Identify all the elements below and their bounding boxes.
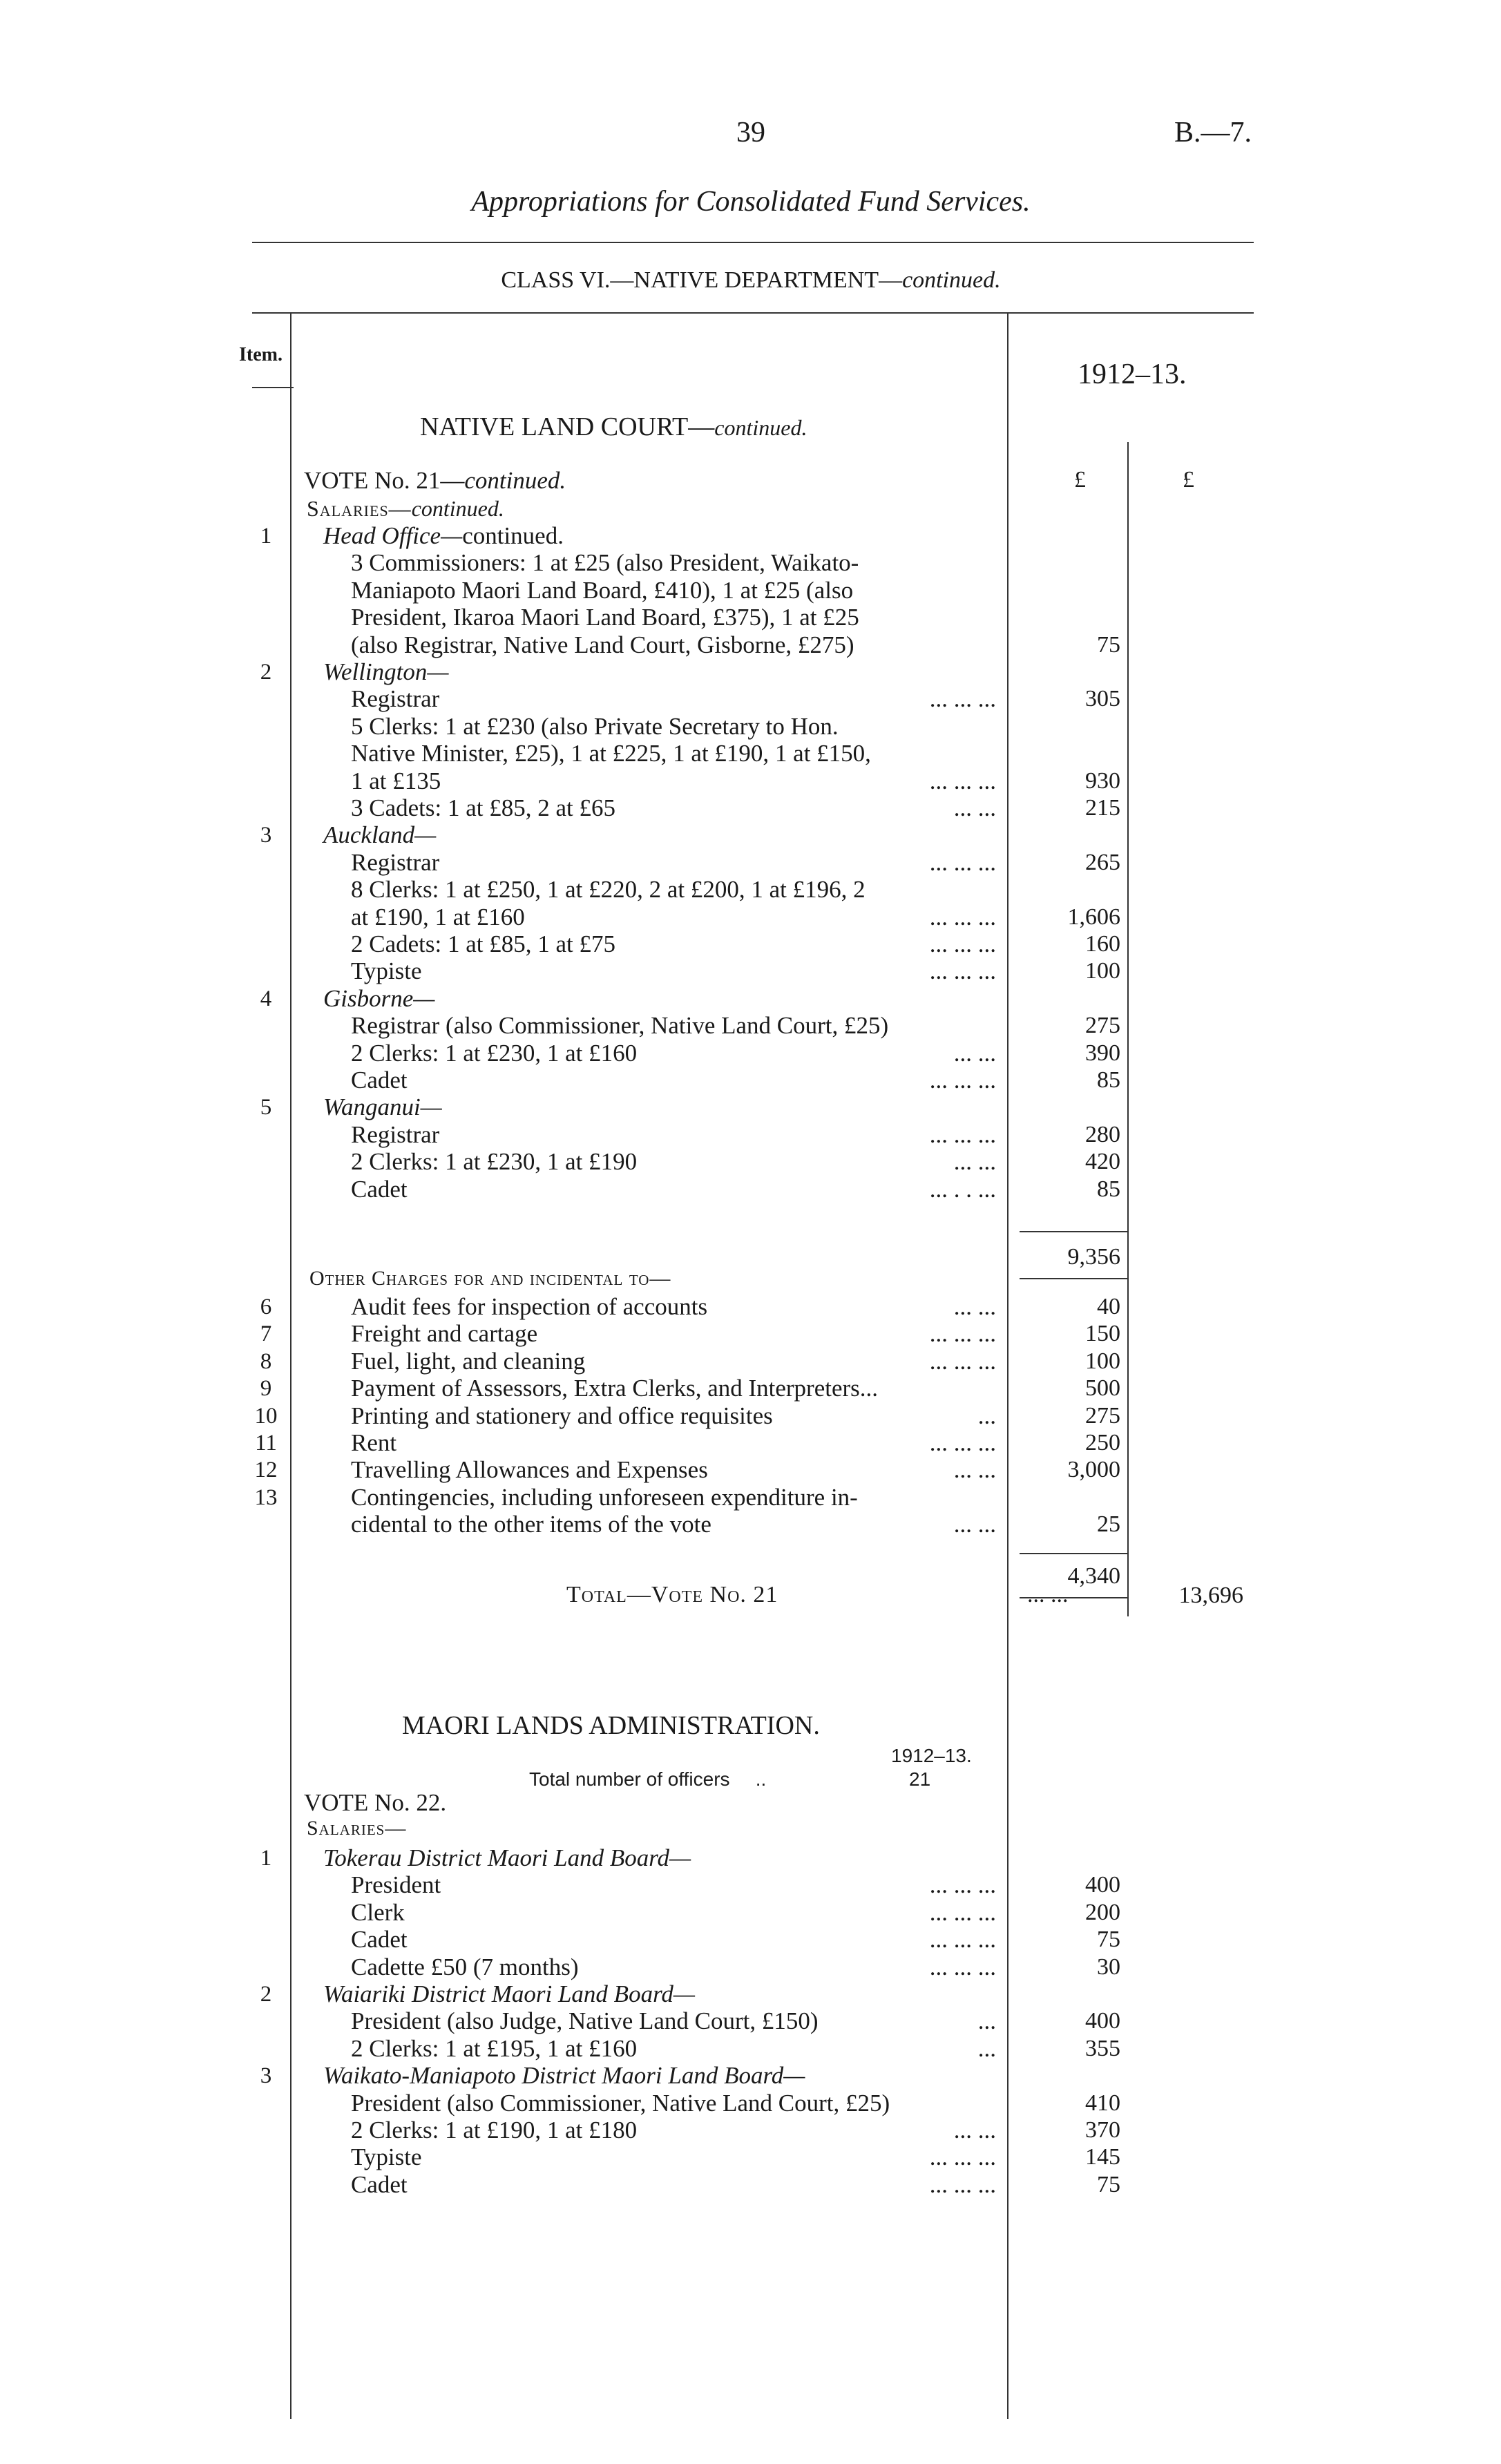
line-item	[351, 1040, 1002, 1067]
leader-dots: ... ... ...	[929, 1926, 996, 1954]
item-number: 2	[260, 1982, 272, 2007]
salaries-subtotal-underline	[1020, 1278, 1127, 1279]
line-item-text: Cadet	[351, 1067, 408, 1093]
line-item-text: 2 Clerks: 1 at £230, 1 at £160	[351, 1039, 638, 1067]
line-item-text: President (also Judge, Native Land Court, £150)	[351, 2007, 819, 2035]
officers-label: Total number of officers ..	[529, 1768, 767, 1790]
item-number: 2	[260, 660, 272, 685]
line-item-text: 5 Clerks: 1 at £230 (also Private Secretary to Hon.	[351, 712, 839, 740]
line-item-text: Contingencies, including unforeseen expenditure in-	[351, 1483, 858, 1511]
line-item-text: Travelling Allowances and Expenses	[351, 1456, 708, 1484]
line-item-text: Cadette £50 (7 months)	[351, 1953, 579, 1980]
line-item-text: Cadet	[351, 1926, 408, 1954]
charges-subtotal: 4,340	[1067, 1563, 1120, 1589]
leader-dots: ...	[977, 2007, 996, 2035]
leader-dots: ... ... ...	[929, 1429, 996, 1456]
line-item-text: Cadet	[351, 2170, 408, 2198]
leader-dots: ... ... ...	[929, 1898, 996, 1926]
line-item-amount: 85	[1097, 1176, 1120, 1202]
item-number: 3	[260, 2063, 272, 2089]
line-item-amount: 40	[1097, 1294, 1120, 1319]
pound-symbol-1: £	[1074, 467, 1086, 493]
leader-dots: ... ... ...	[929, 903, 996, 930]
line-item	[351, 1899, 1002, 1927]
item-column-rule	[290, 312, 291, 2419]
line-item	[351, 1954, 1002, 1981]
line-item-amount: 355	[1085, 2035, 1120, 2061]
line-item	[351, 1121, 1002, 1149]
item-number: 6	[260, 1295, 272, 1319]
leader-dots: ... ...	[953, 1293, 996, 1320]
line-item-text: Clerk	[351, 1898, 405, 1926]
line-item-amount: 410	[1085, 2090, 1120, 2116]
line-item	[351, 631, 1002, 659]
line-item	[323, 821, 1002, 849]
leader-dots: ... ...	[953, 1511, 996, 1538]
line-item-text: Wellington—	[323, 658, 449, 685]
line-item-amount: 1,606	[1067, 904, 1120, 930]
line-item	[351, 1293, 1002, 1321]
line-item	[323, 1980, 1002, 2008]
line-item	[351, 1012, 1002, 1040]
line-item-text: Freight and cartage	[351, 1320, 538, 1348]
leader-dots: ... ... ...	[929, 1953, 996, 1980]
line-item	[351, 930, 1002, 958]
line-item	[351, 794, 1002, 822]
line-item	[351, 849, 1002, 877]
line-item	[351, 1484, 1002, 1511]
line-item-text: Auckland—	[323, 821, 437, 849]
line-item-amount: 500	[1085, 1375, 1120, 1402]
document-reference: B.—7.	[1174, 117, 1252, 149]
line-item-amount: 400	[1085, 1872, 1120, 1898]
line-item	[351, 740, 1002, 767]
line-item-text: 3 Commissioners: 1 at £25 (also President, Waikato-	[351, 549, 859, 577]
line-item	[351, 549, 1002, 577]
line-item-text: 2 Cadets: 1 at £85, 1 at £75	[351, 930, 616, 957]
salaries-heading: Salaries—continued.	[307, 496, 504, 521]
charges-subtotal-rule	[1020, 1553, 1127, 1554]
line-item-text: Fuel, light, and cleaning	[351, 1347, 586, 1375]
line-item-text: Registrar	[351, 685, 440, 713]
line-item-amount: 305	[1085, 686, 1120, 712]
line-item-text: Waiariki District Maori Land Board—	[323, 1980, 696, 2007]
vote-22-heading: VOTE No. 22.	[304, 1789, 447, 1816]
line-item-text: 2 Clerks: 1 at £230, 1 at £190	[351, 1148, 638, 1176]
item-number: 11	[255, 1431, 277, 1455]
vote-21-heading: VOTE No. 21—continued.	[304, 467, 566, 494]
line-item-text: 2 Clerks: 1 at £190, 1 at £180	[351, 2117, 638, 2143]
line-item	[351, 1456, 1002, 1484]
salaries-subtotal: 9,356	[1067, 1244, 1120, 1270]
vote-21-total: 13,696	[1178, 1583, 1243, 1608]
line-item	[351, 1320, 1002, 1348]
line-item	[323, 1093, 1002, 1121]
leader-dots: ... ... ...	[929, 2170, 996, 2198]
line-item-text: 1 at £135	[351, 767, 441, 794]
line-item-text: Maniapoto Maori Land Board, £410), 1 at £25 (also	[351, 576, 854, 604]
line-item	[351, 1429, 1002, 1457]
section-heading-maori-lands: MAORI LANDS ADMINISTRATION.	[402, 1711, 820, 1740]
leader-dots: ... ...	[953, 1148, 996, 1176]
line-item-amount: 400	[1085, 2008, 1120, 2034]
leader-dots: ... ... ...	[929, 848, 996, 876]
line-item-amount: 75	[1097, 631, 1120, 658]
section-heading-native-land-court: NATIVE LAND COURT—continued.	[420, 412, 807, 441]
vote-21-total-row: Total—Vote No. 21 ... ...	[566, 1582, 1069, 1607]
line-item	[351, 577, 1002, 604]
line-item-text: 3 Cadets: 1 at £85, 2 at £65	[351, 794, 616, 821]
line-item-text: 8 Clerks: 1 at £250, 1 at £220, 2 at £200, 1 at £196, 2	[351, 876, 866, 904]
line-item-text: Gisborne—	[323, 984, 435, 1012]
salaries-subtotal-rule	[1020, 1231, 1127, 1232]
line-item	[351, 1511, 1002, 1538]
line-item-amount: 200	[1085, 1899, 1120, 1925]
leader-dots: ...	[977, 1402, 996, 1429]
line-item-extra: continued.	[462, 522, 564, 549]
line-item-amount: 370	[1085, 2117, 1120, 2143]
line-item	[351, 685, 1002, 713]
item-number: 4	[260, 986, 272, 1011]
line-item-text: President	[351, 1871, 441, 1899]
line-item	[351, 1375, 1002, 1402]
line-item-text: Registrar	[351, 848, 440, 876]
year-column-heading: 1912–13.	[1078, 359, 1187, 390]
line-item-text: Payment of Assessors, Extra Clerks, and Interpreters...	[351, 1375, 879, 1402]
line-item	[351, 767, 1002, 795]
leader-dots: ... ... ...	[929, 1067, 996, 1093]
line-item-amount: 215	[1085, 795, 1120, 821]
item-number: 1	[260, 524, 272, 548]
leader-dots: ... ... ...	[929, 2143, 996, 2171]
line-item	[351, 2143, 1002, 2171]
line-item-amount: 390	[1085, 1040, 1120, 1066]
line-item-amount: 150	[1085, 1321, 1120, 1347]
line-item	[351, 2171, 1002, 2199]
total-column-rule	[1127, 442, 1129, 1616]
line-item-amount: 160	[1085, 931, 1120, 957]
item-number: 5	[260, 1095, 272, 1120]
line-item-text: President (also Commissioner, Native Land Court, £25)	[351, 2089, 890, 2117]
leader-dots: ...	[977, 2034, 996, 2062]
leader-dots: ... ... ...	[929, 1347, 996, 1375]
line-item-amount: 3,000	[1067, 1457, 1120, 1483]
leader-dots: ... ...	[953, 794, 996, 821]
line-item-text: at £190, 1 at £160	[351, 903, 525, 930]
line-item-text: Wanganui—	[323, 1093, 442, 1121]
table-top-rule	[252, 312, 1254, 314]
line-item-amount: 930	[1085, 767, 1120, 794]
item-column-label: Item.	[239, 344, 283, 365]
title-rule	[252, 242, 1254, 243]
page-title: Appropriations for Consolidated Fund Services.	[471, 186, 1031, 218]
line-item	[351, 876, 1002, 904]
line-item-amount: 280	[1085, 1121, 1120, 1147]
line-item	[323, 522, 1002, 550]
leader-dots: ... ... ...	[929, 957, 996, 985]
line-item-text: Audit fees for inspection of accounts	[351, 1293, 708, 1320]
line-item-amount: 85	[1097, 1067, 1120, 1093]
leader-dots: ... ... ...	[929, 1320, 996, 1348]
line-item	[351, 2090, 1002, 2117]
item-number: 9	[260, 1376, 272, 1402]
line-item	[351, 1067, 1002, 1094]
item-number: 1	[260, 1846, 272, 1871]
leader-dots: ... ...	[953, 1456, 996, 1484]
line-item	[351, 604, 1002, 631]
item-number: 7	[260, 1321, 272, 1347]
line-item-amount: 250	[1085, 1430, 1120, 1455]
line-item	[351, 2007, 1002, 2035]
line-item	[323, 985, 1002, 1013]
line-item-text: Tokerau District Maori Land Board—	[323, 1844, 691, 1871]
line-item-amount: 25	[1097, 1511, 1120, 1538]
vote-22-salaries-heading: Salaries—	[307, 1817, 407, 1840]
line-item-text: Printing and stationery and office requisites	[351, 1402, 773, 1429]
line-item-amount: 75	[1097, 2171, 1120, 2197]
line-item-text: Registrar	[351, 1120, 440, 1148]
pound-symbol-2: £	[1183, 467, 1194, 493]
leader-dots: ... ...	[953, 2117, 996, 2143]
line-item-amount: 275	[1085, 1013, 1120, 1039]
line-item-text: President, Ikaroa Maori Land Board, £375), 1 at £25	[351, 604, 859, 631]
line-item-amount: 275	[1085, 1402, 1120, 1429]
line-item-text: Waikato-Maniapoto District Maori Land Board—	[323, 2062, 805, 2090]
line-item	[351, 957, 1002, 985]
officers-year: 1912–13.	[891, 1745, 972, 1766]
line-item	[351, 2035, 1002, 2063]
line-item-amount: 75	[1097, 1927, 1120, 1953]
line-item-text: Head Office—	[323, 522, 463, 549]
line-item	[351, 2117, 1002, 2144]
line-item-text: Typiste	[351, 2143, 422, 2171]
line-item	[351, 1148, 1002, 1176]
line-item	[323, 1844, 1002, 1872]
item-number: 3	[260, 823, 272, 848]
leader-dots: ... ... ...	[929, 685, 996, 713]
line-item-text: cidental to the other items of the vote	[351, 1511, 711, 1538]
item-number: 8	[260, 1348, 272, 1374]
line-item-text: Typiste	[351, 957, 422, 985]
line-item	[351, 713, 1002, 741]
leader-dots: ... . . ...	[929, 1175, 996, 1203]
class-heading: CLASS VI.—NATIVE DEPARTMENT—continued.	[501, 267, 1001, 293]
item-number: 10	[254, 1403, 278, 1429]
line-item	[351, 1176, 1002, 1203]
leader-dots: ... ... ...	[929, 767, 996, 794]
line-item-amount: 265	[1085, 849, 1120, 875]
amount-column-rule	[1007, 312, 1008, 2419]
line-item-text: Registrar (also Commissioner, Native Land Court, £25)	[351, 1012, 889, 1040]
line-item-amount: 145	[1085, 2144, 1120, 2170]
officers-count: 21	[909, 1768, 931, 1790]
line-item-amount: 30	[1097, 1954, 1120, 1980]
line-item-text: Rent	[351, 1429, 397, 1456]
line-item-amount: 420	[1085, 1149, 1120, 1175]
line-item-amount: 100	[1085, 958, 1120, 984]
other-charges-heading: Other Charges for and incidental to—	[309, 1267, 671, 1290]
item-label-underline	[252, 387, 294, 388]
item-number: 13	[254, 1484, 278, 1510]
line-item-text: Native Minister, £25), 1 at £225, 1 at £190, 1 at £150,	[351, 740, 871, 767]
line-item	[323, 658, 1002, 686]
line-item	[351, 1926, 1002, 1954]
line-item-text: Cadet	[351, 1175, 408, 1203]
line-item	[351, 904, 1002, 931]
item-number: 12	[254, 1458, 278, 1483]
line-item	[351, 1871, 1002, 1899]
leader-dots: ... ... ...	[929, 1871, 996, 1899]
line-item-text: (also Registrar, Native Land Court, Gisborne, £275)	[351, 631, 854, 658]
line-item	[351, 1348, 1002, 1375]
line-item-amount: 100	[1085, 1348, 1120, 1374]
line-item	[323, 2062, 1002, 2090]
leader-dots: ... ... ...	[929, 930, 996, 957]
line-item-text: 2 Clerks: 1 at £195, 1 at £160	[351, 2034, 638, 2062]
line-item	[351, 1402, 1002, 1430]
leader-dots: ... ... ...	[929, 1120, 996, 1148]
page-number: 39	[736, 117, 765, 149]
leader-dots: ... ...	[953, 1039, 996, 1067]
